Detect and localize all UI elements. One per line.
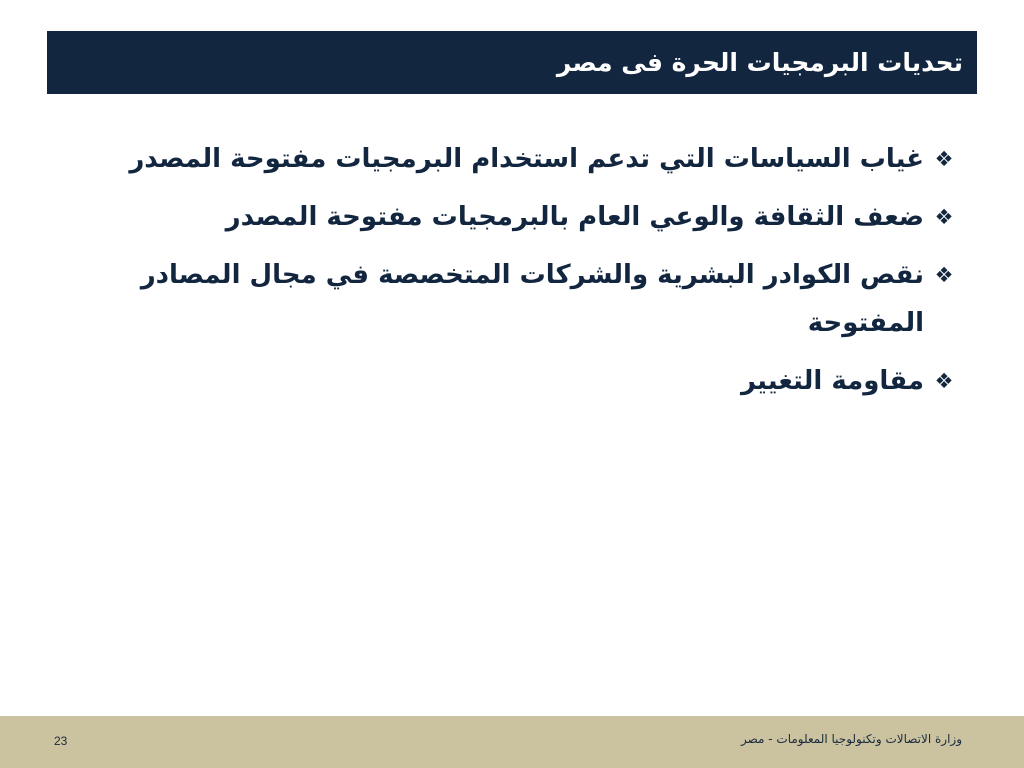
diamond-bullet-icon: ❖ <box>934 263 954 287</box>
bullet-text: مقاومة التغيير <box>740 366 924 396</box>
bullet-text: غياب السياسات التي تدعم استخدام البرمجيات مفتوحة المصدر <box>129 144 924 174</box>
footer-organization: وزارة الاتصالات وتكنولوجيا المعلومات - مصر <box>741 732 962 746</box>
bullet-text: ضعف الثقافة والوعي العام بالبرمجيات مفتوحة المصدر <box>225 202 924 232</box>
bullet-text: نقص الكوادر البشرية والشركات المتخصصة في مجال المصادر المفتوحة <box>140 260 924 338</box>
bullet-item <box>74 251 964 347</box>
page-number: 23 <box>54 734 68 748</box>
slide-title-bar <box>47 31 977 94</box>
footer-bar <box>0 716 1024 768</box>
diamond-bullet-icon: ❖ <box>934 205 954 229</box>
diamond-bullet-icon: ❖ <box>934 369 954 393</box>
slide-title: تحديات البرمجيات الحرة فى مصر <box>556 47 963 77</box>
bullet-item <box>74 135 964 183</box>
bullet-list <box>74 135 964 415</box>
diamond-bullet-icon: ❖ <box>934 147 954 171</box>
bullet-item <box>74 357 964 405</box>
bullet-item <box>74 193 964 241</box>
